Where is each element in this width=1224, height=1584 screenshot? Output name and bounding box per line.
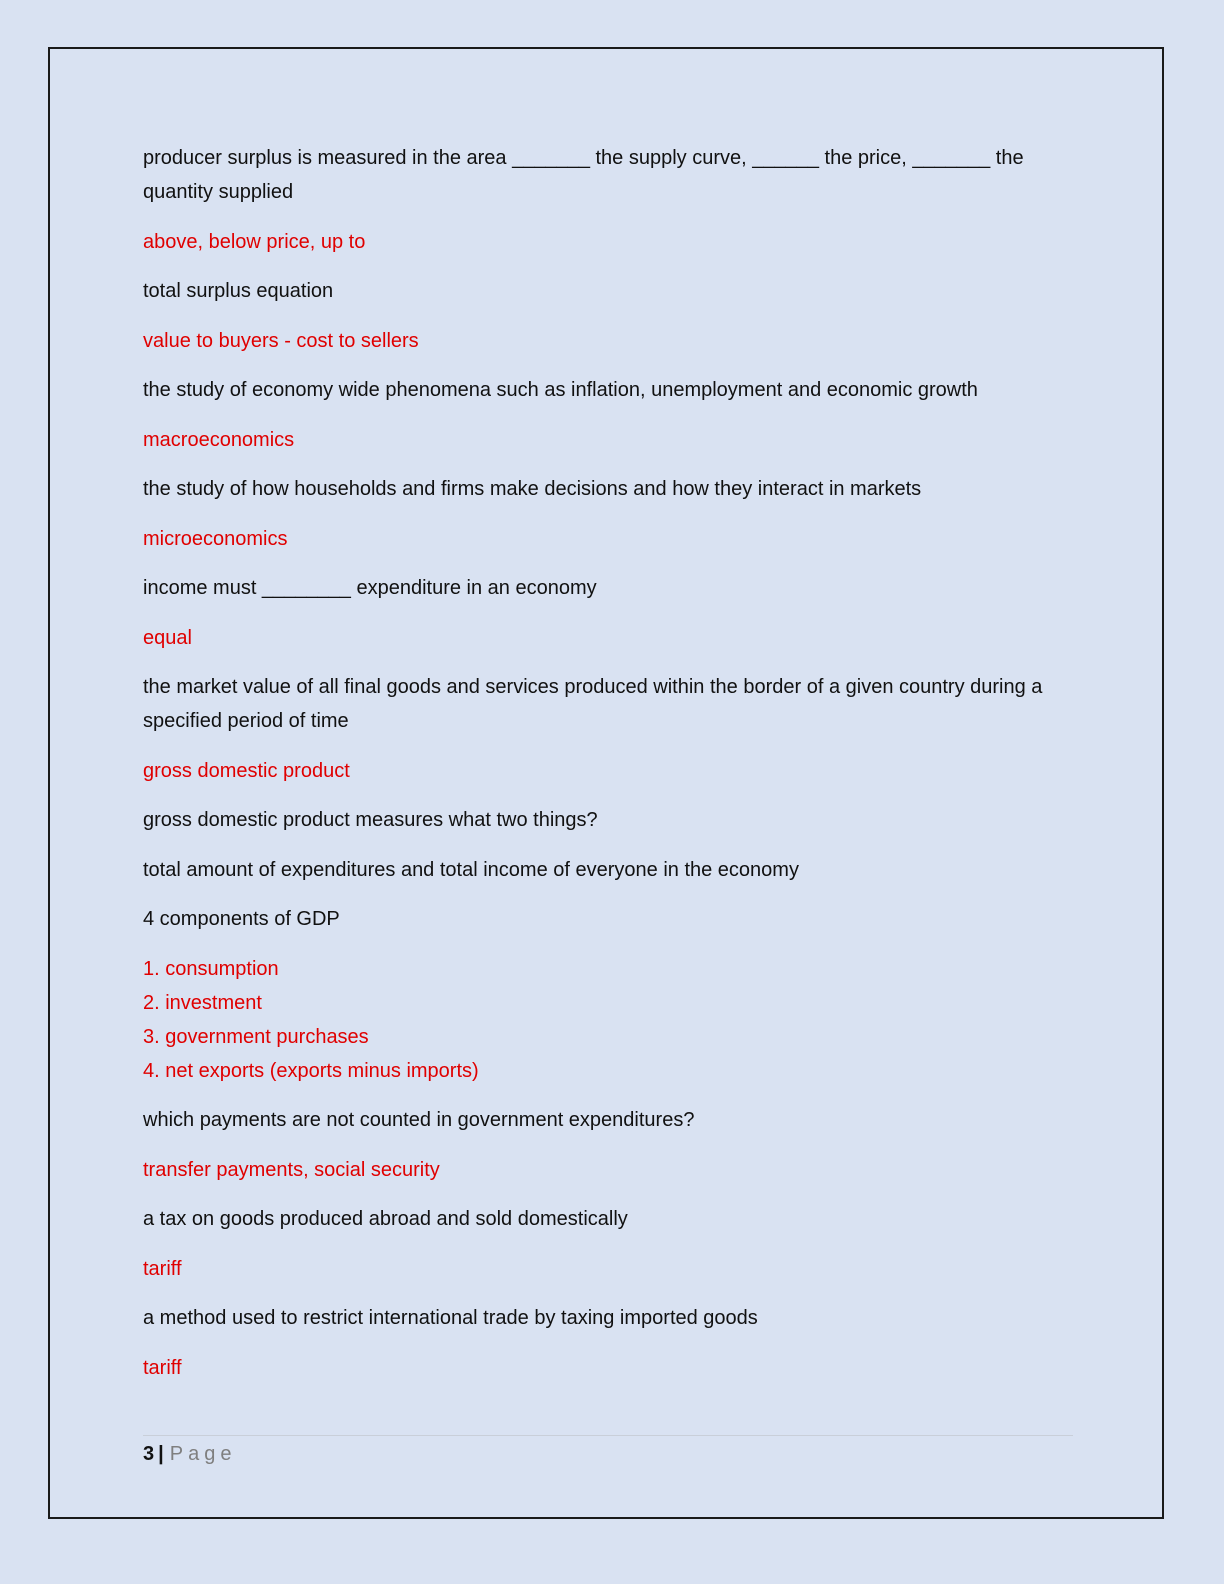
- document-body: [143, 141, 1073, 1400]
- page-number: 3: [143, 1443, 155, 1465]
- list-item: 1. consumption: [143, 957, 279, 980]
- question-text: producer surplus is measured in the area _______ the supply curve, ______ the price, _______ the quantity supplied: [143, 147, 1024, 203]
- question-text: a tax on goods produced abroad and sold domestically: [143, 1208, 628, 1230]
- answer-text: transfer payments, social security: [143, 1158, 440, 1181]
- answer-text: tariff: [143, 1257, 182, 1280]
- list-item: 4. net exports (exports minus imports): [143, 1059, 479, 1082]
- answer-text: tariff: [143, 1356, 182, 1379]
- answer-text: macroeconomics: [143, 428, 295, 451]
- question-text: the study of economy wide phenomena such as inflation, unemployment and economic growth: [143, 379, 978, 401]
- answer-text: value to buyers - cost to sellers: [143, 329, 419, 352]
- answer-text: equal: [143, 626, 192, 649]
- question-text: total surplus equation: [143, 280, 334, 302]
- page-footer: [143, 1435, 1073, 1470]
- question-text: 4 components of GDP: [143, 908, 340, 930]
- answer-text: total amount of expenditures and total income of everyone in the economy: [143, 858, 799, 881]
- question-text: the market value of all final goods and services produced within the border of a given country during a specified period of time: [143, 676, 1043, 732]
- page-label: Page: [169, 1443, 237, 1465]
- question-text: the study of how households and firms make decisions and how they interact in markets: [143, 478, 922, 500]
- answer-text: microeconomics: [143, 527, 288, 550]
- question-text: gross domestic product measures what two things?: [143, 809, 598, 831]
- question-text: which payments are not counted in government expenditures?: [143, 1109, 695, 1131]
- answer-list: [143, 952, 1073, 1088]
- answer-text: gross domestic product: [143, 759, 350, 782]
- page-separator: |: [158, 1443, 164, 1465]
- question-text: income must ________ expenditure in an economy: [143, 577, 597, 599]
- list-item: 3. government purchases: [143, 1025, 369, 1048]
- question-text: a method used to restrict international trade by taxing imported goods: [143, 1307, 758, 1329]
- answer-text: above, below price, up to: [143, 230, 366, 253]
- list-item: 2. investment: [143, 991, 262, 1014]
